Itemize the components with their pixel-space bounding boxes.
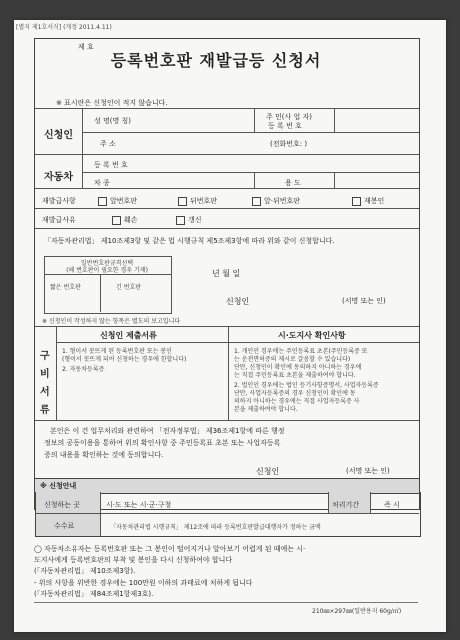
applicant-doc-1-note: (형이서 꼿뜨게 되어 신청하는 경우에 한합니다) [62,356,187,363]
plate-size-header-1: 일반번호판규격선택 [80,260,134,267]
office-item-line: 본을 제출하여야 합니다. [234,406,298,413]
option-both-plates[interactable]: 앞·뒤번호판 [252,196,300,206]
option-rear-plate[interactable]: 뒤번호판 [178,196,217,206]
place-label: 신청하는 곳 [44,501,81,509]
consent-line-1: 본인은 이 건 업무처리와 관련하여 「전자정부법」 제36조제1항에 따른 행정 [50,427,285,435]
checkbox[interactable] [178,197,187,206]
office-check-header: 시·도지사 확인사항 [278,331,346,340]
footer-note-line: (「자동차관리법」 제10조제3항). [34,567,136,575]
office-item-line: 단만, 신청인이 확인에 동의하지 아니하는 경우에 [234,364,362,371]
option-reseal[interactable]: 재봉인 [352,196,384,206]
id-label-2: 등 록 번 호 [268,122,302,130]
reissue-reason-label: 재발급사유 [42,216,76,224]
checkbox[interactable] [98,197,107,206]
reason-damaged[interactable]: 훼손 [112,215,138,225]
address-label: 주 소 [100,140,116,148]
applicant-section-label: 신청인 [44,130,73,141]
consent-line-3: 증의 내용을 확인하는 것에 동의합니다. [44,451,164,459]
form-number: [별지 제1호서식] (개정 2011.4.11) [16,24,112,31]
required-docs-label: 구비서류 [40,351,50,416]
phone-label: (전화번호: ) [270,140,308,148]
period-value: 즉 시 [384,501,400,509]
office-item-line: 단만, 사업자등록증의 경우 신청인이 확인에 동 [234,390,356,397]
reissue-items-label: 재발급사항 [42,197,76,205]
footer-note-line: (「자동차관리법」 제84조제1항제3호). [34,590,154,598]
office-item-line: 는 운전면허증의 제시로 갈음할 수 있습니다) [234,356,351,363]
registration-number-label: 등 록 번 호 [94,161,128,169]
vehicle-type-label: 차 종 [94,179,110,187]
usage-label: 용 도 [285,179,301,187]
checkbox[interactable] [252,197,261,206]
consent-line-2: 정보의 공동이용을 통하여 위의 확인사항 중 주민등록표 초본 또는 사업자등록 [44,439,281,447]
guide-title: ※ 신청안내 [40,482,77,490]
form-title: 등록번호판 재발급등 신청서 [110,51,322,70]
application-statement: 「자동차관리법」 제10조제3항 및 같은 법 시행규칙 제5조제3항에 따라 위와 같이 신청합니다. [44,237,335,245]
long-plate-label: 긴 번호판 [116,284,142,291]
checkbox[interactable] [112,216,121,225]
application-date: 년 월 일 [212,269,241,278]
receipt-number: 제 호 [78,43,94,51]
office-item-line: 는 직접 주민등록표 초본을 제출하여야 합니다. [234,372,356,379]
plate-size-header-2: (해 번호판이 필요한 경우 기재) [66,267,148,274]
reason-renewal[interactable]: 갱신 [176,215,202,225]
consent-sign-note: (서명 또는 인) [346,467,390,475]
footer-note-line: 도지사에게 등록번호판의 부착 및 봉인을 다시 신청하여야 합니다 [34,556,233,564]
fee-label: 수수료 [54,522,75,530]
office-use-note: ※ 신청인이 작성하지 않는 항목은 별도의 보고입니다 [42,318,181,325]
footer-note-line: ◯ 자동차소유자는 등록번호판 또는 그 봉인이 떨어지거나 알아보기 어렵게 된 때에는 시· [34,545,306,553]
checkbox[interactable] [352,197,361,206]
applicant-sign-note: (서명 또는 인) [342,297,386,305]
applicant-doc-2: 2. 자동차등록증 [62,366,105,373]
checkbox[interactable] [176,216,185,225]
id-label-1: 주 민(사 업 자) [266,113,312,121]
office-item-line: 1. 개인인 경우에는 주민등록표 초본(주민등록증 또 [234,348,368,355]
option-front-plate[interactable]: 앞번호판 [98,196,137,206]
input-note: ※ 표시란은 신청인이 적지 않습니다. [56,99,168,107]
paper-size-note: 210㎜×297㎜(일반용지 60g/㎡) [312,608,402,615]
office-item-line: 2. 법인인 경우에는 법인 등기사항증명서, 사업자등록증 [234,382,379,389]
applicant-docs-header: 신청인 제출서류 [100,331,157,340]
fee-value: 「자동차관리법 시행규칙」 제12조에 따라 등록번호판발급대행자가 정하는 금액 [110,524,321,531]
short-plate-label: 짧은 번호판 [50,284,81,291]
name-label: 성 명(명 칭) [94,117,131,125]
footer-note-line: - 위의 사항을 위반한 경우에는 100만원 이하의 과태료에 처하게 됩니다 [34,579,253,587]
vehicle-section-label: 자동차 [44,172,73,183]
period-label: 처리기간 [332,501,360,509]
applicant-doc-1: 1. 형이서 꼿뜨게 된 등록번호판 또는 봉인 [62,348,172,355]
consent-signer-label: 신청인 [256,467,280,476]
office-item-line: 의하지 아니하는 경우에는 직접 사업자등록증 사 [234,398,360,405]
applicant-signature-label: 신청인 [226,297,250,306]
place-value: 시·도 또는 시·군·구청 [106,501,172,509]
